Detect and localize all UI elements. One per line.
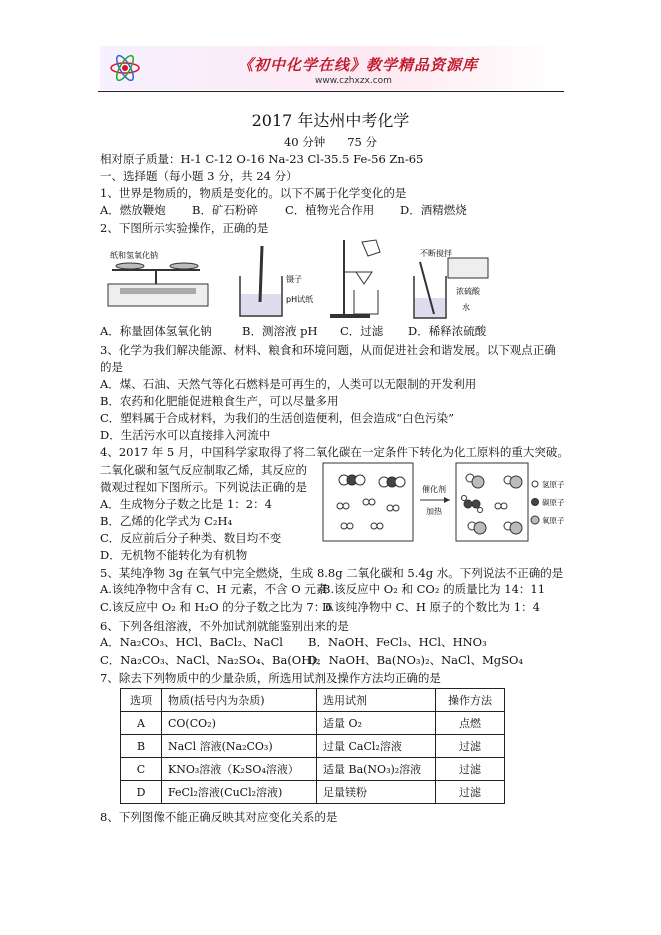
table-cell: B [121,735,162,758]
q3-option-b: B．农药和化肥能促进粮食生产，可以尽量多用 [100,394,339,408]
q6-option-a: A．Na₂CO₃、HCl、BaCl₂、NaCl [100,635,283,649]
q5-option-c: C.该反应中 O₂ 和 H₂O 的分子数之比为 7：6 [100,600,333,614]
table-cell: FeCl₂溶液(CuCl₂溶液) [162,781,317,804]
catalyst-label: 催化剂 [422,485,446,494]
table-cell: CO(CO₂) [162,712,317,735]
q1-option-b: B．矿石粉碎 [192,203,258,217]
table-cell: KNO₃溶液（K₂SO₄溶液） [162,758,317,781]
q2-option-d: D．稀释浓硫酸 [408,324,487,338]
table-cell: 点燃 [436,712,505,735]
q4-stem-2: 二氧化碳和氢气反应制取乙烯，其反应的 [100,463,307,477]
table-cell: NaCl 溶液(Na₂CO₃) [162,735,317,758]
q3-option-c: C．塑料属于合成材料，为我们的生活创造便利，但会造成“白色污染” [100,411,455,425]
table-cell: C [121,758,162,781]
table-header-row [121,689,505,712]
q3-stem-1: 3、化学为我们解决能源、材料、粮食和环境问题，从而促进社会和谐发展。以下观点正确 [100,343,556,357]
atom-logo-icon [108,48,142,88]
oxygen-legend-icon [531,516,539,524]
table-row [121,758,505,781]
table-header: 操作方法 [436,689,505,712]
q2-figures [100,236,540,322]
filtration-figure [330,240,380,318]
q6-options [100,634,570,668]
header-rule [98,91,564,92]
header-banner [100,46,564,90]
q6-option-d: D．NaOH、Ba(NO₃)₂、NaCl、MgSO₄ [308,653,524,667]
carbon-legend-icon [532,499,539,506]
reaction-diagram [322,462,568,544]
table-cell: A [121,712,162,735]
legend-oxygen: 氧原子 [542,516,565,525]
section-heading: 一、选择题（每小题 3 分，共 24 分） [100,169,298,183]
atomic-masses: 相对原子质量：H-1 C-12 O-16 Na-23 Cl-35.5 Fe-56 Zn-65 [100,152,424,166]
table-cell: 过滤 [436,781,505,804]
legend-hydrogen: 氢原子 [542,480,565,489]
table-row [121,781,505,804]
q4-stem-3: 微观过程如下图所示。下列说法正确的是 [100,480,307,494]
table-header: 物质(括号内为杂质) [162,689,317,712]
balance-figure [108,250,208,306]
q2-fig-d-label1: 不断搅拌 [420,249,452,258]
q5-stem: 5、某纯净物 3g 在氧气中完全燃烧，生成 8.8g 二氧化碳和 5.4g 水。下列说法不正确的是 [100,566,564,580]
q4-option-d: D．无机物不能转化为有机物 [100,548,248,562]
table-cell: D [121,781,162,804]
page-title: 2017 年达州中考化学 [251,111,410,130]
q2-fig-d-label2: 浓硫酸 [456,287,480,296]
q7-stem: 7、除去下列物质中的少量杂质，所选用试剂及操作方法均正确的是 [100,671,441,685]
q3-option-a: A．煤、石油、天然气等化石燃料是可再生的，人类可以无限制的开发利用 [100,377,477,391]
q1-options [100,202,570,220]
q4-option-c: C．反应前后分子种类、数目均不变 [100,531,282,545]
q5-option-b: B.该反应中 O₂ 和 CO₂ 的质量比为 14：11 [322,582,546,596]
q2-fig-b-label1: 镊子 [286,275,302,284]
q5-option-a: A.该纯净物中含有 C、H 元素，不含 O 元素 [100,582,328,596]
banner-url: www.czhxzx.com [315,76,392,86]
table-cell: 过量 CaCl₂溶液 [317,735,436,758]
exam-meta: 40 分钟 75 分 [283,135,377,149]
q1-option-c: C．植物光合作用 [285,203,375,217]
q3-stem-2: 的是 [100,360,123,374]
ph-test-figure [240,246,313,316]
table-cell: 过滤 [436,758,505,781]
table-row [121,735,505,758]
q8-stem: 8、下列图像不能正确反映其对应变化关系的是 [100,810,338,824]
q5-options [100,581,570,615]
table-cell: 足量镁粉 [317,781,436,804]
table-header: 选用试剂 [317,689,436,712]
dilution-figure [414,248,488,318]
q1-stem: 1、世界是物质的，物质是变化的。以下不属于化学变化的是 [100,186,407,200]
table-header: 选项 [121,689,162,712]
hydrogen-legend-icon [532,481,538,487]
q7-table [120,688,505,804]
q2-fig-b-label2: pH试纸 [286,295,314,304]
q2-option-a: A．称量固体氢氧化钠 [100,324,212,338]
legend-carbon: 碳原子 [542,498,565,507]
q4-option-b: B．乙烯的化学式为 C₂H₄ [100,514,233,528]
table-cell: 适量 O₂ [317,712,436,735]
q1-option-a: A．燃放鞭炮 [100,203,166,217]
q6-option-c: C．Na₂CO₃、NaCl、Na₂SO₄、Ba(OH)₂ [100,653,321,667]
q3-option-d: D．生活污水可以直接排入河流中 [100,428,271,442]
table-cell: 适量 Ba(NO₃)₂溶液 [317,758,436,781]
q2-options [100,323,570,341]
q6-option-b: B．NaOH、FeCl₃、HCl、HNO₃ [308,635,487,649]
heat-label: 加热 [426,507,442,516]
q1-option-d: D．酒精燃烧 [400,203,467,217]
table-cell: 过滤 [436,735,505,758]
banner-title: 《初中化学在线》教学精品资源库 [238,56,479,74]
q5-option-d: D.该纯净物中 C、H 原子的个数比为 1：4 [322,600,540,614]
q2-stem: 2、下图所示实验操作，正确的是 [100,221,269,235]
q4-stem-1: 4、2017 年 5 月，中国科学家取得了将二氧化碳在一定条件下转化为化工原料的重大突破。 [100,445,569,459]
q6-stem: 6、下列各组溶液，不外加试剂就能鉴别出来的是 [100,619,349,633]
q2-option-b: B．测溶液 pH [242,324,318,338]
q2-option-c: C．过滤 [340,324,384,338]
q2-fig-a-label: 纸和氢氧化钠 [110,251,158,260]
table-row [121,712,505,735]
q4-option-a: A．生成物分子数之比是 1：2：4 [100,497,272,511]
q2-fig-d-label3: 水 [462,303,470,312]
